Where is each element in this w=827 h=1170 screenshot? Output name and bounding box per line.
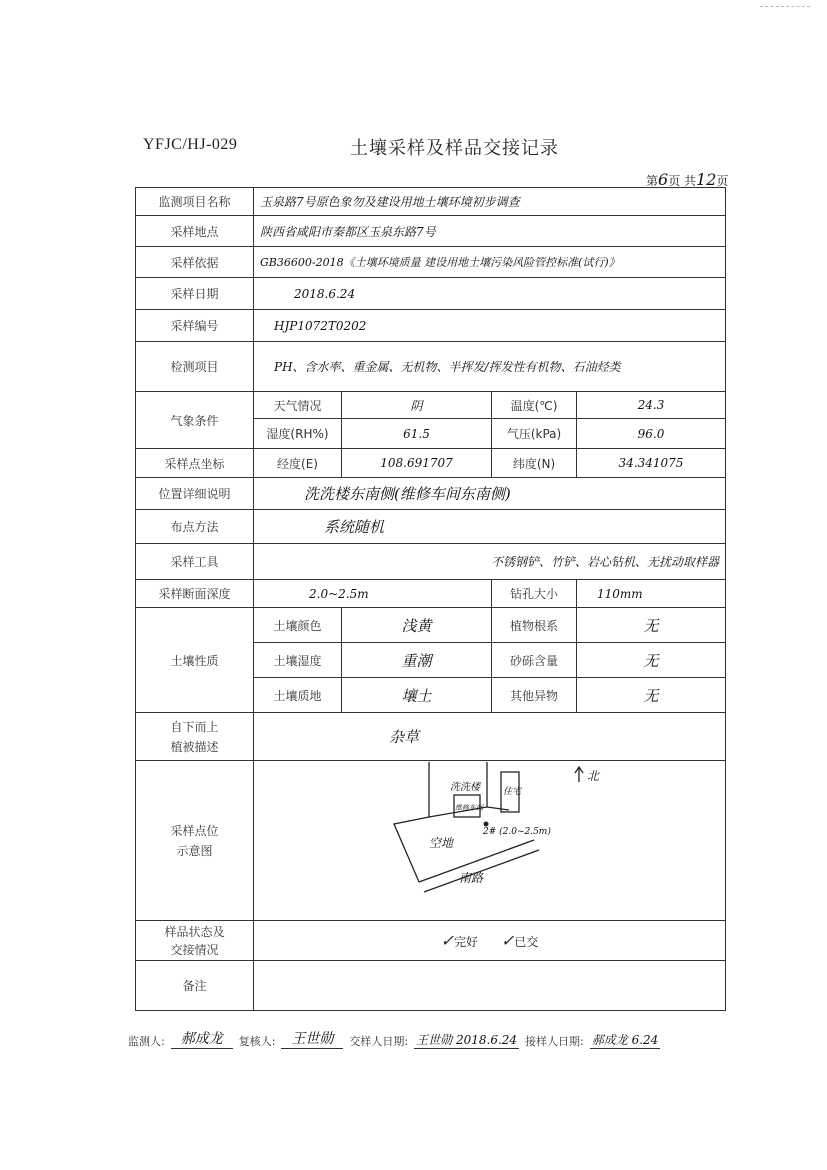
- weather-label: 气象条件: [136, 392, 254, 449]
- page-current: 6: [658, 170, 669, 189]
- humidity-value: 61.5: [342, 419, 492, 449]
- sketch-outline-east: [487, 807, 509, 810]
- status-value: [254, 921, 726, 961]
- coord-label: 采样点坐标: [136, 449, 254, 478]
- lat-label: 纬度(N): [492, 449, 577, 478]
- moisture-label: 土壤湿度: [254, 643, 342, 678]
- row-layout: [136, 510, 726, 544]
- veg-label-1: 自下而上: [170, 719, 219, 734]
- check-intact-icon: ✓: [440, 931, 455, 950]
- row-depth: [136, 580, 726, 608]
- veg-value: 杂草: [254, 713, 726, 761]
- date-label: 采样日期: [136, 278, 254, 310]
- roots-value: 无: [577, 608, 726, 643]
- sample-no-value: HJP1072T0202: [254, 310, 726, 342]
- gravel-label: 砂砾含量: [492, 643, 577, 678]
- location-value: 洗洗楼东南侧(维修车间东南侧): [254, 478, 726, 510]
- row-project: [136, 188, 726, 216]
- residence-label: 住宅: [503, 786, 522, 797]
- sketch-label-2: 示意图: [176, 843, 213, 858]
- other-label: 其他异物: [492, 678, 577, 713]
- receiver-signature: 郝成龙 6.24: [591, 1033, 659, 1047]
- page-prefix: 第: [646, 174, 659, 188]
- sketch-outline-west: [394, 762, 429, 882]
- site-label: 采样地点: [136, 216, 254, 247]
- status-handed: 已交: [514, 935, 539, 949]
- road-label: 南路: [459, 870, 484, 885]
- bore-label: 钻孔大小: [492, 580, 577, 608]
- humidity-label: 湿度(RH%): [254, 419, 342, 449]
- temp-value: 24.3: [577, 392, 726, 419]
- site-value: 陕西省咸阳市秦都区玉泉东路7号: [254, 216, 726, 247]
- row-items: [136, 342, 726, 392]
- other-value: 无: [577, 678, 726, 713]
- lat-value: 34.341075: [577, 449, 726, 478]
- row-status: [136, 921, 726, 961]
- row-tools: [136, 544, 726, 580]
- project-label: 监测项目名称: [136, 188, 254, 216]
- status-intact: 完好: [454, 935, 479, 949]
- row-sketch: [136, 761, 726, 921]
- page-mid: 页 共: [668, 174, 697, 188]
- workshop-label: 维修车间: [455, 803, 483, 812]
- row-soil-color: [136, 608, 726, 643]
- weather-cond-label: 天气情况: [254, 392, 342, 419]
- row-vegetation: [136, 713, 726, 761]
- row-site: [136, 216, 726, 247]
- receiver-label: 接样人日期:: [525, 1035, 584, 1048]
- weather-cond-value: 阴: [342, 392, 492, 419]
- soil-label: 土壤性质: [136, 608, 254, 713]
- scan-edge-mark: [760, 6, 810, 8]
- check-handed-icon: ✓: [500, 931, 515, 950]
- depth-value: 2.0~2.5m: [254, 580, 492, 608]
- status-label-2: 交接情况: [170, 942, 219, 957]
- row-basis: [136, 247, 726, 278]
- document-title: 土壤采样及样品交接记录: [350, 138, 559, 159]
- sketch-label-1: 采样点位: [170, 823, 219, 838]
- point-label: 2# (2.0~2.5m): [483, 826, 551, 837]
- sampler-label: 监测人:: [128, 1035, 165, 1048]
- site-label: 空地: [429, 835, 454, 850]
- sketch-label: [136, 761, 254, 921]
- moisture-value: 重潮: [342, 643, 492, 678]
- location-label: 位置详细说明: [136, 478, 254, 510]
- sketch-cell: [254, 761, 726, 921]
- pressure-value: 96.0: [577, 419, 726, 449]
- deliverer-label: 交样人日期:: [349, 1035, 409, 1048]
- lon-value: 108.691707: [342, 449, 492, 478]
- veg-label-2: 植被描述: [170, 739, 219, 754]
- row-date: [136, 278, 726, 310]
- remarks-label: 备注: [136, 961, 254, 1011]
- row-location: [136, 478, 726, 510]
- layout-value: 系统随机: [254, 510, 726, 544]
- page-suffix: 页: [716, 174, 729, 188]
- sample-point-marker: [484, 821, 489, 826]
- basis-value: GB36600-2018《土壤环境质量 建设用地土壤污染风险管控标准(试行)》: [254, 247, 726, 278]
- deliverer-signature: 王世勋 2018.6.24: [416, 1033, 518, 1047]
- sampling-point-sketch: [254, 762, 724, 920]
- tools-value: 不锈钢铲、竹铲、岩心钻机、无扰动取样器: [254, 544, 726, 580]
- building-label: 洗洗楼: [450, 781, 480, 793]
- gravel-value: 无: [577, 643, 726, 678]
- sample-no-label: 采样编号: [136, 310, 254, 342]
- signature-footer: [128, 1028, 738, 1049]
- texture-label: 土壤质地: [254, 678, 342, 713]
- north-label: 北: [587, 768, 600, 783]
- basis-label: 采样依据: [136, 247, 254, 278]
- bore-value: 110mm: [577, 580, 726, 608]
- lon-label: 经度(E): [254, 449, 342, 478]
- color-label: 土壤颜色: [254, 608, 342, 643]
- sampler-signature: 郝成龙: [171, 1028, 233, 1049]
- checker-signature: 王世勋: [281, 1028, 343, 1049]
- items-value: PH、含水率、重金属、无机物、半挥发/挥发性有机物、石油烃类: [254, 342, 726, 392]
- row-sample-no: [136, 310, 726, 342]
- pressure-label: 气压(kPa): [492, 419, 577, 449]
- temp-label: 温度(℃): [492, 392, 577, 419]
- depth-label: 采样断面深度: [136, 580, 254, 608]
- color-value: 浅黄: [342, 608, 492, 643]
- items-label: 检测项目: [136, 342, 254, 392]
- remarks-value: [254, 961, 726, 1011]
- status-label-1: 样品状态及: [164, 924, 225, 939]
- tools-label: 采样工具: [136, 544, 254, 580]
- sampling-record-table: [135, 187, 726, 1011]
- veg-label: [136, 713, 254, 761]
- row-weather-1: [136, 392, 726, 419]
- checker-label: 复核人:: [238, 1035, 276, 1048]
- row-remarks: [136, 961, 726, 1011]
- roots-label: 植物根系: [492, 608, 577, 643]
- page-total: 12: [696, 170, 717, 189]
- document-code: YFJC/HJ-029: [143, 136, 238, 153]
- row-coord: [136, 449, 726, 478]
- project-value: 玉泉路7号原色象勿及建设用地土壤环境初步调查: [254, 188, 726, 216]
- date-value: 2018.6.24: [254, 278, 726, 310]
- status-label: [136, 921, 254, 961]
- texture-value: 壤土: [342, 678, 492, 713]
- layout-label: 布点方法: [136, 510, 254, 544]
